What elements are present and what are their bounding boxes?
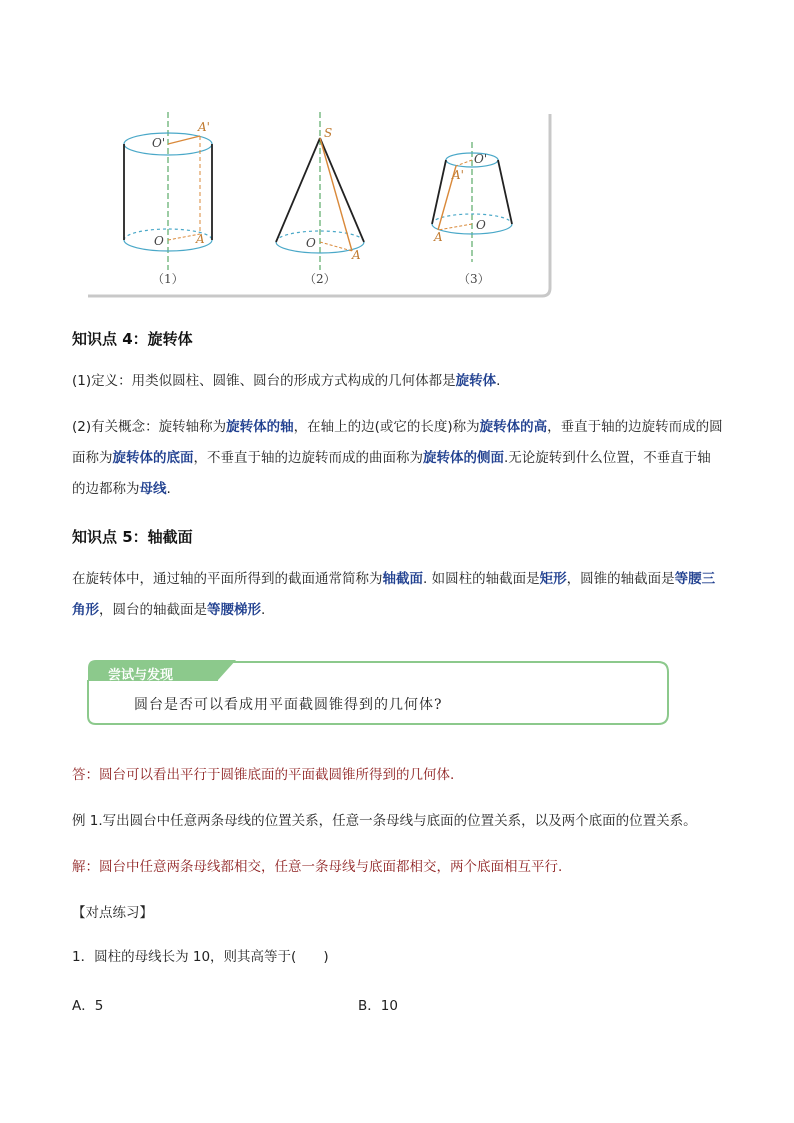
fig3-bottom-point-label: A <box>434 230 443 244</box>
kp4-concept-keyword: 旋转体的底面 <box>112 450 194 466</box>
kp5-keyword: 轴截面 <box>382 571 423 587</box>
kp4-concept-text: (2)有关概念：旋转轴称为 <box>72 419 227 435</box>
kp4-def-text: (1)定义：用类似圆柱、圆锥、圆台的形成方式构成的几何体都是 <box>72 373 456 389</box>
try-box-tab-label: 尝试与发现 <box>108 668 174 683</box>
solids-figure <box>80 112 556 298</box>
fig3-bottom-center-label: O <box>476 218 486 232</box>
kp5-keyword: 等腰梯形 <box>207 602 261 618</box>
try-box-question: 圆台是否可以看成用平面截圆锥得到的几何体? <box>134 697 443 713</box>
fig3-top-center-label: O' <box>474 152 488 166</box>
kp4-concepts <box>72 412 724 505</box>
fig2-bottom-center-label: O <box>306 236 316 250</box>
kp4-concept-keyword: 母线 <box>139 481 167 497</box>
option-a: A．5 <box>72 998 104 1014</box>
fig2-bottom-point-label: A <box>352 248 361 262</box>
try-discover-box <box>86 658 670 726</box>
kp4-def-keyword: 旋转体 <box>455 373 497 389</box>
kp5-text: ，圆台的轴截面是 <box>99 602 207 618</box>
kp4-concept-end: . <box>166 481 171 497</box>
try-box-frame <box>86 658 670 726</box>
fig3-caption: （3） <box>458 272 490 286</box>
practice-heading: 【对点练习】 <box>72 905 153 921</box>
fig1-top-point-label: A' <box>198 120 210 134</box>
fig3-top-point-label: A' <box>452 168 464 182</box>
kp4-heading: 知识点 4：旋转体 <box>72 330 193 348</box>
kp4-concept-text: .无论旋转到什么位置，不垂直于轴的边都称为 <box>72 450 711 497</box>
kp4-def-end: . <box>496 373 501 389</box>
kp4-concept-keyword: 旋转体的高 <box>479 419 548 435</box>
kp5-paragraph <box>72 564 724 626</box>
kp4-concept-text: ，在轴上的边(或它的长度)称为 <box>293 419 480 435</box>
cylinder-figure <box>124 112 212 270</box>
fig1-caption: （1） <box>152 272 184 286</box>
kp4-concept-text: ，不垂直于轴的边旋转而成的曲面称为 <box>193 450 423 466</box>
fig1-top-center-label: O' <box>152 136 166 150</box>
kp5-text: 在旋转体中，通过轴的平面所得到的截面通常简称为 <box>72 571 383 587</box>
kp4-definition <box>72 366 724 397</box>
kp5-keyword: 等腰三角形 <box>72 571 716 618</box>
kp5-text: . 如圆柱的轴截面是 <box>423 571 540 587</box>
cone-figure <box>276 112 364 270</box>
kp5-text: ，圆锥的轴截面是 <box>566 571 675 587</box>
answer-text: 答：圆台可以看出平行于圆锥底面的平面截圆锥所得到的几何体. <box>72 767 455 783</box>
kp4-concept-keyword: 旋转体的轴 <box>226 419 294 435</box>
question-1-stem: 1．圆柱的母线长为 10，则其高等于( ) <box>72 949 329 965</box>
fig1-bottom-point-label: A <box>196 232 205 246</box>
kp5-keyword: 矩形 <box>539 571 567 587</box>
example-1: 例 1.写出圆台中任意两条母线的位置关系，任意一条母线与底面的位置关系，以及两个底面的位置关系。 <box>72 813 697 829</box>
kp4-concept-text: ，垂直于轴的边旋转而成的圆面称为 <box>72 419 723 466</box>
fig2-apex-label: S <box>324 126 333 140</box>
fig2-caption: （2） <box>304 272 336 286</box>
fig1-bottom-center-label: O <box>154 234 164 248</box>
option-b: B．10 <box>358 998 398 1014</box>
kp4-concept-keyword: 旋转体的侧面 <box>423 450 504 466</box>
kp5-end: . <box>261 602 266 618</box>
kp5-heading: 知识点 5：轴截面 <box>72 528 193 546</box>
solution-text: 解：圆台中任意两条母线都相交，任意一条母线与底面都相交，两个底面相互平行. <box>72 859 563 875</box>
frustum-figure <box>432 142 512 262</box>
